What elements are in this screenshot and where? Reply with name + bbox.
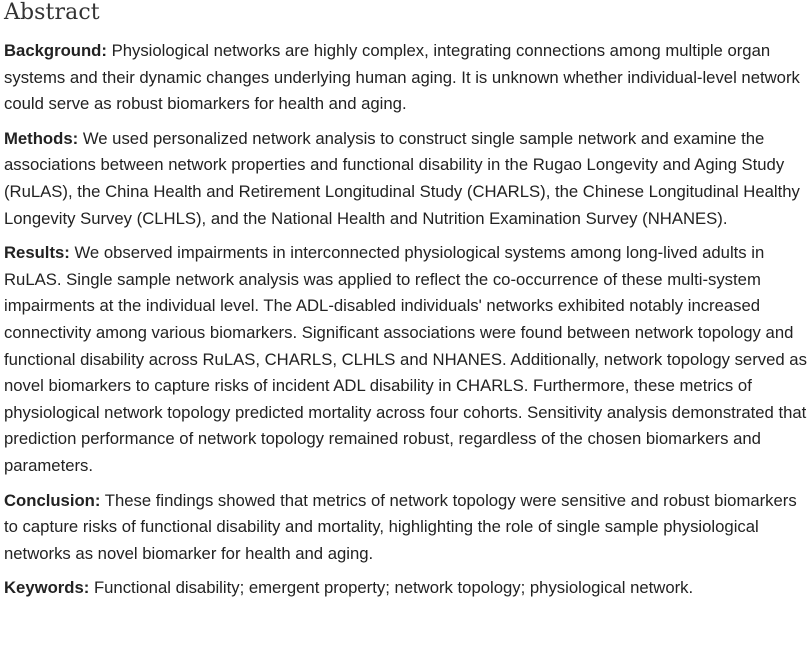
keywords-paragraph [4, 575, 808, 602]
background-paragraph [4, 38, 808, 118]
results-paragraph [4, 240, 808, 479]
abstract-heading: Abstract [4, 0, 100, 25]
methods-label: Methods: [4, 128, 79, 148]
conclusion-paragraph [4, 488, 808, 568]
methods-paragraph [4, 126, 808, 232]
results-text: We observed impairments in interconnected physiological systems among long-lived adults in RuLAS. Single sample network analysis was applied to reflect the co-occurrence of these multi-system impairments at the individual level. The ADL-disabled individuals' networks exhibited notably increased connectivity among various biomarkers. Significant associations were found between network topology and functional disability across RuLAS, CHARLS, CLHLS and NHANES. Additionally, network topology served as novel biomarkers to capture risks of incident ADL disability in CHARLS. Furthermore, these metrics of physiological network topology predicted mortality across four cohorts. Sensitivity analysis demonstrated that prediction performance of network topology remained robust, regardless of the chosen biomarkers and parameters. [4, 243, 807, 475]
methods-text: We used personalized network analysis to construct single sample network and examine the associations between network properties and functional disability in the Rugao Longevity and Aging Study (RuLAS), the China Health and Retirement Longitudinal Study (CHARLS), the Chinese Longitudinal Healthy Longevity Survey (CLHLS), and the National Health and Nutrition Examination Survey (NHANES). [4, 128, 800, 228]
keywords-label: Keywords: [4, 578, 90, 598]
background-label: Background: [4, 41, 107, 60]
results-label: Results: [4, 243, 70, 263]
background-text: Physiological networks are highly complex, integrating connections among multiple organ systems and their dynamic changes underlying human aging. It is unknown whether individual-level network could serve as robust biomarkers for health and aging. [4, 41, 800, 114]
abstract-section [4, 0, 808, 602]
keywords-text: Functional disability; emergent property; network topology; physiological network. [93, 578, 694, 598]
conclusion-text: These findings showed that metrics of network topology were sensitive and robust biomarkers to capture risks of functional disability and mortality, highlighting the role of single sample physiological networks as novel biomarker for health and aging. [4, 490, 797, 563]
conclusion-label: Conclusion: [4, 490, 101, 510]
